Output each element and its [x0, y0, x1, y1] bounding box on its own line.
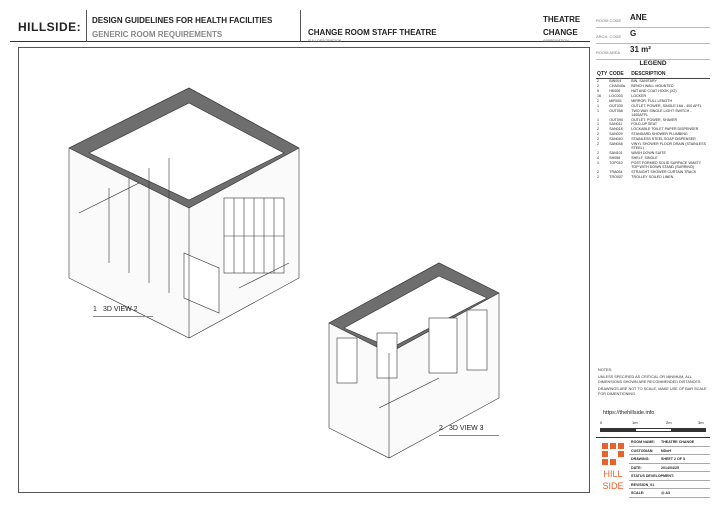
document-subtitle: GENERIC ROOM REQUIREMENTS — [92, 30, 223, 39]
legend-description: TROLLEY SOILED LINEN — [631, 174, 674, 179]
legend-qty: 2 — [597, 137, 599, 142]
legend-row — [596, 174, 710, 179]
view-label-3d-view-3 — [439, 425, 484, 432]
legend-code: SAN048 — [609, 141, 623, 146]
legend-code: SAN040 — [609, 137, 623, 142]
legend-description: STRAIGHT SHOWER CURTAIN TRACK — [631, 169, 697, 174]
legend-row — [596, 127, 710, 132]
drawing-frame — [18, 47, 590, 493]
view-title: 3D VIEW 3 — [448, 425, 484, 432]
legend-code: LOC003 — [609, 94, 623, 99]
legend-qty: 1 — [597, 160, 599, 165]
room-abbreviation-line2: CHANGE — [543, 28, 578, 37]
arch-code-value: G — [630, 29, 637, 38]
scale-segment — [671, 429, 706, 432]
legend-row — [596, 103, 710, 108]
legend-description: VINYL SHOWER FLOOR DRAIN (STAINLESS STEEL) — [631, 141, 706, 151]
legend-header-description: DESCRIPTION — [630, 70, 710, 79]
legend-qty: 1 — [597, 117, 599, 122]
title-block-row: ROOM NAME: THEATRE CHANGE — [629, 438, 710, 447]
legend-qty: 2 — [597, 98, 599, 103]
notes-line: UNLESS SPECIFIED AS CRITICAL OR MINIMUM, ALL DIMENSIONS SHOWN ARE RECOMMENDED DISTANCES. — [598, 375, 702, 384]
divider — [86, 10, 87, 42]
legend-code: SAN101 — [609, 150, 623, 155]
legend-qty: 1 — [597, 103, 599, 108]
brand-title: HILLSIDE: — [18, 20, 82, 34]
legend-body — [596, 79, 710, 180]
legend-qty: 2 — [597, 132, 599, 137]
room-full-name-caption: FULL DESCRIPTION — [308, 39, 342, 43]
title-block-row: DATE: 2014/04/25 — [629, 464, 710, 473]
notes-heading: NOTES: — [598, 368, 613, 372]
hillside-logo — [600, 441, 626, 495]
legend-qty: 2 — [597, 79, 599, 84]
legend-code: OUT090 — [609, 117, 623, 122]
arch-code-label: ARCH. CODE — [596, 34, 622, 39]
legend-code: HK006 — [609, 89, 621, 94]
view-label-underline — [439, 435, 499, 436]
header-bar — [10, 10, 590, 42]
legend-description: TWO WAY SINGLE LIGHT SWITCH - 1400AFFL — [631, 108, 692, 117]
view-title: 3D VIEW 2 — [102, 306, 138, 313]
legend-description: LOCKER — [631, 94, 647, 99]
legend-qty: 2 — [597, 169, 599, 174]
view-label-3d-view-2 — [93, 306, 138, 313]
legend-qty: 2 — [597, 127, 599, 132]
legend-qty: 2 — [597, 84, 599, 89]
legend-description: LOCKABLE TOILET PAPER DISPENSER — [631, 127, 699, 132]
room-abbreviation-line1: THEATRE — [543, 15, 581, 24]
legend-header-qty: QTY — [597, 71, 608, 77]
arch-code-row — [596, 28, 710, 44]
legend-description: WASH DOWN SUITE — [631, 150, 666, 155]
legend-code: TRO007 — [609, 174, 623, 179]
legend-code: TOP010 — [609, 160, 623, 165]
room-area-value: 31 m² — [630, 45, 651, 54]
divider — [300, 10, 301, 42]
view-number: 2 — [439, 425, 443, 432]
legend-code: SH056 — [609, 155, 621, 160]
legend-description: BIN, SANITARY — [631, 79, 657, 84]
legend-description: SHELF, SINGLE — [631, 155, 658, 160]
legend-header-code: CODE — [608, 70, 630, 79]
legend-title: LEGEND — [639, 60, 667, 67]
legend-description: STAINLESS STEEL SOAP DISPENSER — [631, 137, 696, 142]
room-code-row — [596, 12, 710, 28]
room-area-label: ROOM AREA — [596, 50, 621, 55]
room-area-row — [596, 44, 710, 60]
scale-tick: 3m — [698, 420, 704, 425]
legend-row — [596, 108, 710, 117]
legend-qty: 4 — [597, 155, 599, 160]
scale-tick: 2m — [666, 420, 672, 425]
view-number: 1 — [93, 306, 97, 313]
legend-qty: 16 — [597, 94, 601, 99]
website-link[interactable]: https://thehillside.info — [603, 410, 655, 416]
legend-code: SAN011 — [609, 122, 623, 127]
legend-description: FOLD-UP SEAT — [631, 122, 658, 127]
legend-code: SAN018 — [609, 127, 623, 132]
legend-code: CHA040a — [609, 84, 625, 89]
legend-description: BENCH WALL MOUNTED — [631, 84, 674, 89]
room-full-name: CHANGE ROOM STAFF THEATRE — [308, 28, 437, 37]
legend-code: OUT056 — [609, 108, 623, 113]
legend-qty: 5 — [597, 89, 599, 94]
logo-text-hill: HILL — [603, 469, 623, 479]
isometric-drawings — [19, 48, 591, 494]
legend-code: OUT030 — [609, 103, 623, 108]
legend-description: POST FORMED SOLID SURFACE VANITY TOP WITH DOWN STAND (SURRINO) — [631, 160, 701, 169]
legend-row — [596, 142, 710, 151]
legend-code: TRA034 — [609, 169, 623, 174]
title-block-row: SCALE: @ A3 — [629, 489, 710, 498]
legend-table — [596, 70, 710, 179]
scale-tick: 0 — [600, 420, 603, 425]
notes-line: DRAWINGS ARE NOT TO SCALE, MAKE USE OF BAR SCALE FOR DIMENTIONING. — [598, 387, 707, 396]
legend-description: OUTLET, POWER, SINGLE 16A - 400 AFFL — [631, 103, 702, 108]
title-block-row: CUSTODIAN: NDoH — [629, 447, 710, 456]
legend-code: BIN004 — [609, 79, 622, 84]
scale-tick: 1m — [632, 420, 638, 425]
title-block-row: REVISION_01 — [629, 481, 710, 490]
legend-description: OUTLET, POWER, SHAVER — [631, 117, 678, 122]
legend-description: MIRROR, FULL LENGTH — [631, 98, 673, 103]
legend-description: STANDARD SHOWER PLUMBING — [631, 132, 688, 137]
room-code-value: ANE — [630, 13, 647, 22]
scale-segment — [601, 429, 636, 432]
document-title: DESIGN GUIDELINES FOR HEALTH FACILITIES — [92, 16, 273, 25]
title-block-row: DRAWING: SHEET 2 OF 5 — [629, 455, 710, 464]
room-abbreviation-caption: ABBREVIATION — [543, 39, 569, 43]
legend-code: SAN029 — [609, 132, 623, 137]
legend-row — [596, 160, 710, 169]
title-block-row: STATUS DEVELOPMENT: — [629, 472, 710, 481]
logo-text-side: SIDE — [602, 481, 624, 491]
legend-qty: 1 — [597, 122, 599, 127]
legend-row — [596, 137, 710, 142]
legend-description: HAT AND COAT HOOK (X2) — [631, 89, 677, 94]
room-code-label: ROOM CODE — [596, 18, 622, 23]
legend-code: MIR001 — [609, 98, 622, 103]
legend-qty: 2 — [597, 150, 599, 155]
notes-block — [598, 368, 710, 397]
isometric-room-1 — [69, 88, 299, 338]
legend-qty: 1 — [597, 108, 599, 113]
view-label-underline — [93, 316, 153, 317]
scale-bar — [600, 428, 706, 432]
legend-qty: 2 — [597, 174, 599, 179]
legend-row — [596, 169, 710, 174]
legend-qty: 2 — [597, 141, 599, 146]
